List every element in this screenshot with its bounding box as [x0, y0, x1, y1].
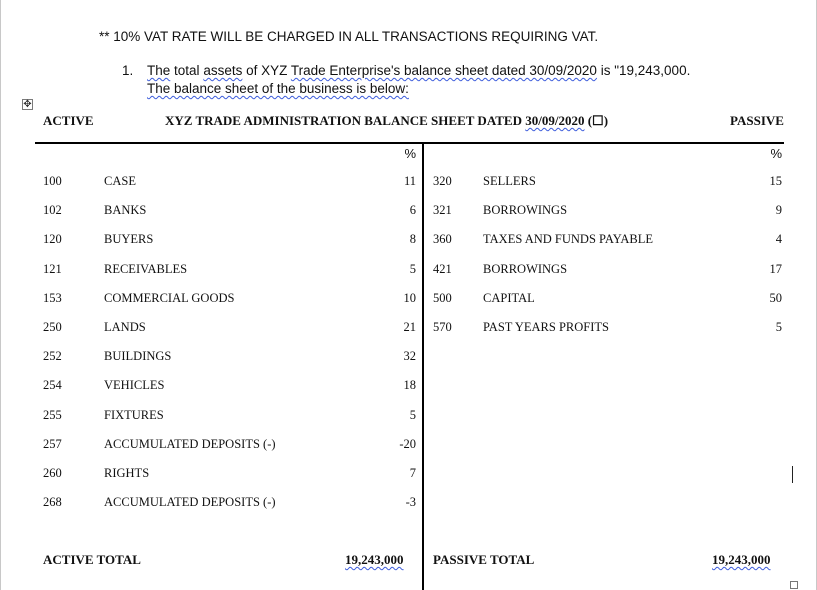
passive-percent-header: %	[770, 146, 782, 161]
passive-account-code: 570	[433, 320, 452, 334]
move-anchor-icon[interactable]: ✥	[23, 99, 32, 110]
active-account-code: 102	[43, 203, 62, 217]
active-account-percent: 7	[409, 466, 416, 480]
passive-account-percent: 17	[769, 262, 782, 276]
active-account-percent: 32	[403, 349, 416, 363]
active-account-code: 260	[43, 466, 62, 480]
active-account-name: ACCUMULATED DEPOSITS (-)	[104, 495, 276, 509]
passive-account-percent: 4	[775, 232, 782, 246]
passive-account-code: 321	[433, 203, 452, 217]
active-account-code: 252	[43, 349, 62, 363]
active-account-code: 250	[43, 320, 62, 334]
text-cursor	[792, 466, 793, 483]
passive-account-percent: 9	[775, 203, 782, 217]
active-account-name: CASE	[104, 174, 136, 188]
passive-account-code: 421	[433, 262, 452, 276]
passive-account-name: TAXES AND FUNDS PAYABLE	[483, 232, 653, 246]
passive-total-label: PASSIVE TOTAL	[433, 552, 535, 567]
passive-header: PASSIVE	[730, 113, 784, 128]
passive-account-name: BORROWINGS	[483, 203, 568, 217]
active-account-percent: 10	[403, 291, 416, 305]
active-account-code: 100	[43, 174, 62, 188]
active-account-percent: 5	[409, 408, 416, 422]
passive-account-percent: 5	[775, 320, 782, 334]
balance-sheet-title	[165, 113, 608, 129]
active-account-name: COMMERCIAL GOODS	[104, 291, 235, 305]
intro-paragraph	[122, 62, 690, 98]
active-account-name: VEHICLES	[104, 378, 165, 392]
active-account-name: FIXTURES	[104, 408, 164, 422]
para-word-of-xyz: of XYZ	[246, 63, 288, 78]
passive-account-percent: 15	[769, 174, 782, 188]
active-account-name: RIGHTS	[104, 466, 150, 480]
passive-total-value: 19,243,000	[712, 552, 771, 567]
passive-account-code: 320	[433, 174, 452, 188]
active-account-percent: 5	[409, 262, 416, 276]
para-line-2: The balance sheet of the business is below:	[147, 81, 409, 96]
active-total-value: 19,243,000	[345, 552, 404, 567]
para-word-assets: assets	[203, 63, 243, 78]
active-account-name: RECEIVABLES	[104, 262, 188, 276]
vat-note: ** 10% VAT RATE WILL BE CHARGED IN ALL TRANSACTIONS REQUIRING VAT.	[99, 29, 599, 44]
list-number: 1.	[122, 63, 134, 78]
active-account-percent: 18	[403, 378, 416, 392]
title-suffix: (☐)	[587, 113, 609, 128]
active-account-code: 268	[43, 495, 62, 509]
passive-account-name: BORROWINGS	[483, 262, 568, 276]
active-account-name: ACCUMULATED DEPOSITS (-)	[104, 437, 276, 451]
active-account-percent: 21	[403, 320, 416, 334]
active-account-percent: -20	[399, 437, 416, 451]
resize-handle-icon[interactable]	[790, 581, 798, 589]
active-account-name: BANKS	[104, 203, 147, 217]
page-left-edge	[0, 0, 1, 590]
active-account-percent: 8	[409, 232, 416, 246]
active-account-code: 153	[43, 291, 62, 305]
para-word-the: The	[147, 63, 171, 78]
active-account-code: 255	[43, 408, 62, 422]
passive-account-name: PAST YEARS PROFITS	[483, 320, 609, 334]
title-prefix: XYZ TRADE ADMINISTRATION BALANCE SHEET DATED	[165, 113, 522, 128]
passive-account-percent: 50	[769, 291, 782, 305]
passive-account-name: CAPITAL	[483, 291, 535, 305]
passive-account-code: 360	[433, 232, 452, 246]
active-account-percent: 6	[409, 203, 416, 217]
passive-account-code: 500	[433, 291, 452, 305]
active-account-code: 254	[43, 378, 62, 392]
para-amount: is "19,243,000.	[600, 63, 691, 78]
active-account-name: BUILDINGS	[104, 349, 172, 363]
active-header: ACTIVE	[43, 113, 94, 128]
active-total-label: ACTIVE TOTAL	[43, 552, 141, 567]
table-top-rule	[35, 142, 784, 144]
active-account-percent: 11	[403, 174, 416, 188]
para-word-total: total	[174, 63, 200, 78]
table-divider	[422, 142, 424, 590]
active-account-name: LANDS	[104, 320, 146, 334]
active-account-code: 120	[43, 232, 62, 246]
title-date: 30/09/2020	[525, 113, 585, 128]
active-percent-header: %	[404, 146, 416, 161]
active-account-percent: -3	[405, 495, 416, 509]
active-account-code: 121	[43, 262, 62, 276]
active-account-name: BUYERS	[104, 232, 154, 246]
para-phrase-enterprise: Trade Enterprise's balance sheet dated 30/09/2020	[290, 63, 597, 78]
passive-account-name: SELLERS	[483, 174, 536, 188]
active-account-code: 257	[43, 437, 62, 451]
